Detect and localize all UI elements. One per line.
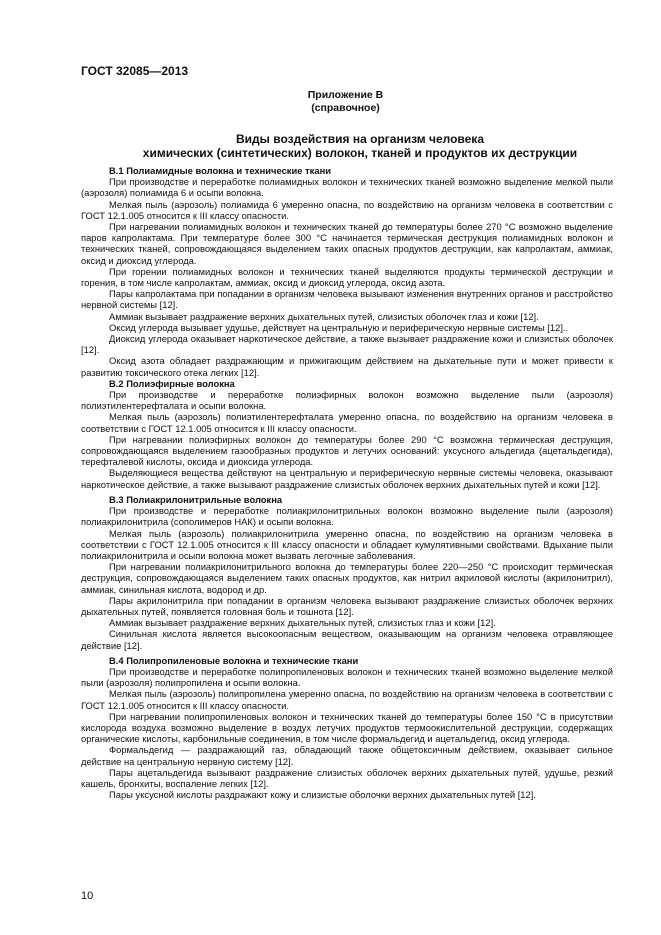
paragraph: Мелкая пыль (аэрозоль) полиэтилентерефталата умеренно опасна, по воздействию на организм человека в соответствии с ГОСТ 12.1.005 относится к III классу опасности.: [81, 411, 613, 434]
paragraph: Аммиак вызывает раздражение верхних дыхательных путей, слизистых оболочек глаз и кожи [12].: [109, 310, 539, 322]
annex-main-title: [110, 133, 610, 160]
title-line: химических (синтетических) волокон, тканей и продуктов их деструкции: [142, 145, 578, 160]
paragraph: При нагревании полиамидных волокон и технических тканей до температуры более 270 °С возможно выделение паров капролактама. При температуре более 300 °С начинается термическая деструкция полиамидных волокон и технических тканей, сопровождающаяся выделением таких опасных продуктов деструкции, как капролактам, аммиак, оксид и диоксид углерода.: [81, 221, 613, 266]
paragraph: Синильная кислота является высокоопасным веществом, оказывающим на организм человека отравляющее действие [12].: [81, 628, 613, 651]
section-heading: В.2 Полиэфирные волокна: [109, 377, 235, 389]
paragraph: При производстве и переработке полиамидных волокон и технических тканей возможно выделение мелкой пыли (аэрозоля) полиамида 6 и осыпи волокна.: [81, 176, 613, 199]
paragraph: Мелкая пыль (аэрозоль) полиамида 6 умеренно опасна, по воздействию на организм человека в соответствии с ГОСТ 12.1.005 относится к III классу опасности.: [81, 198, 613, 221]
paragraph: Выделяющиеся вещества действуют на центральную и периферическую нервные системы человека, оказывают наркотическое действие, а также вызывают раздражение слизистых оболочек верхних дыхательных путей и кожи [12].: [81, 467, 613, 490]
paragraph: Формальдегид — раздражающий газ, обладающий также общетоксичным действием, оказывает сильное действие на центральную нервную систему [12].: [81, 744, 613, 767]
annex-kind: (справочное): [311, 102, 380, 114]
paragraph: Пары капролактама при попадании в организм человека вызывают изменения внутренних органов и расстройство нервной системы [12].: [81, 288, 613, 311]
annex-title: Приложение В: [307, 89, 384, 101]
paragraph: При горении полиамидных волокон и технических тканей выделяются продукты термической деструкции и горения, в том числе капролактам, аммиак, оксид и диоксид углерода, оксид азота.: [81, 265, 613, 289]
paragraph: При производстве и переработке полиэфирных волокон возможно выделение пыли (аэрозоля) полиэтилентерефталата и осыпи волокна.: [81, 389, 613, 412]
document-body: [81, 165, 613, 800]
paragraph: При нагревании полиэфирных волокон до температуры более 290 °С возможна термическая деструкция, сопровождающаяся выделением газообразных продуктов и летучих оснований: уксусного альдегида (ацетальдегида), терефталевой кислоты, оксида и диоксида углерода.: [81, 433, 613, 468]
section-heading: В.3 Полиакрилонитрильные волокна: [109, 493, 283, 505]
section-heading: В.1 Полиамидные волокна и технические ткани: [109, 165, 331, 176]
paragraph: Оксид азота обладает раздражающим и прижигающим действием на дыхательные пути и может привести к развитию токсического отека легких [12].: [81, 355, 613, 378]
paragraph: Аммиак вызывает раздражение верхних дыхательных путей, слизистых глаз и кожи [12].: [109, 617, 496, 629]
paragraph: При производстве и переработке полипропиленовых волокон и технических тканей возможно выделение мелкой пыли (аэрозоля) полипропилена и осыпи волокна.: [81, 665, 613, 689]
paragraph: Мелкая пыль (аэрозоль) полипропилена умеренно опасна, по воздействию на организм человека в соответствии с ГОСТ 12.1.005 относится к III классу опасности.: [81, 688, 613, 711]
paragraph: Пары уксусной кислоты раздражают кожу и слизистые оболочки верхних дыхательных путей [12].: [109, 789, 536, 801]
paragraph: Пары ацетальдегида вызывают раздражение слизистых оболочек верхних дыхательных путей, удушье, резкий кашель, бронхиты, воспаление легких [12].: [81, 766, 613, 789]
paragraph: При нагревании полиакрилонитрильного волокна до температуры более 220—250 °С происходит термическая деструкция, сопровождающаяся выделением таких опасных продуктов, как нитрил акриловой кислоты (акрилонитрил), аммиак, синильная кислота, водород и др.: [81, 561, 613, 595]
page-number: 10: [81, 890, 94, 902]
document-code: ГОСТ 32085—2013: [81, 64, 189, 78]
paragraph: Диоксид углерода оказывает наркотическое действие, а также вызывает раздражение кожи и слизистых оболочек [12].: [81, 333, 613, 356]
title-line: Виды воздействия на организм человека: [235, 132, 484, 146]
paragraph: Оксид углерода вызывает удушье, действует на центральную и периферическую нервные системы [12]..: [109, 321, 569, 333]
section-heading: В.4 Полипропиленовые волокна и технические ткани: [109, 654, 359, 666]
annex-heading: [0, 89, 661, 115]
paragraph: При нагревании полипропиленовых волокон и технических тканей до температуры более 150 °С в присутствии кислорода воздуха возможно выделение в воздух летучих продуктов термоокислительной деструкции, содержащих органические кислоты, карбонильные соединения, в том числе формальдегид и ацетальдегид, оксид углерода.: [81, 710, 613, 745]
paragraph: Пары акрилонитрила при попадании в организм человека вызывают раздражение слизистых оболочек верхних дыхательных путей, появляется головная боль и тошнота [12].: [81, 594, 613, 617]
paragraph: При производстве и переработке полиакрилонитрильных волокон возможно выделение пыли (аэрозоля) полиакрилонитрила (сополимеров НАК) и осыпи волокна.: [81, 505, 613, 528]
paragraph: Мелкая пыль (аэрозоль) полиакрилонитрила умеренно опасна, по воздействию на организм человека в соответствии с ГОСТ 12.1.005 относится к III классу опасности и обладает кумулятивными свойствами. Вдыхание пыли полиакрилонитрила и осыпи волокна может вызвать легочные заболевания.: [81, 527, 613, 561]
